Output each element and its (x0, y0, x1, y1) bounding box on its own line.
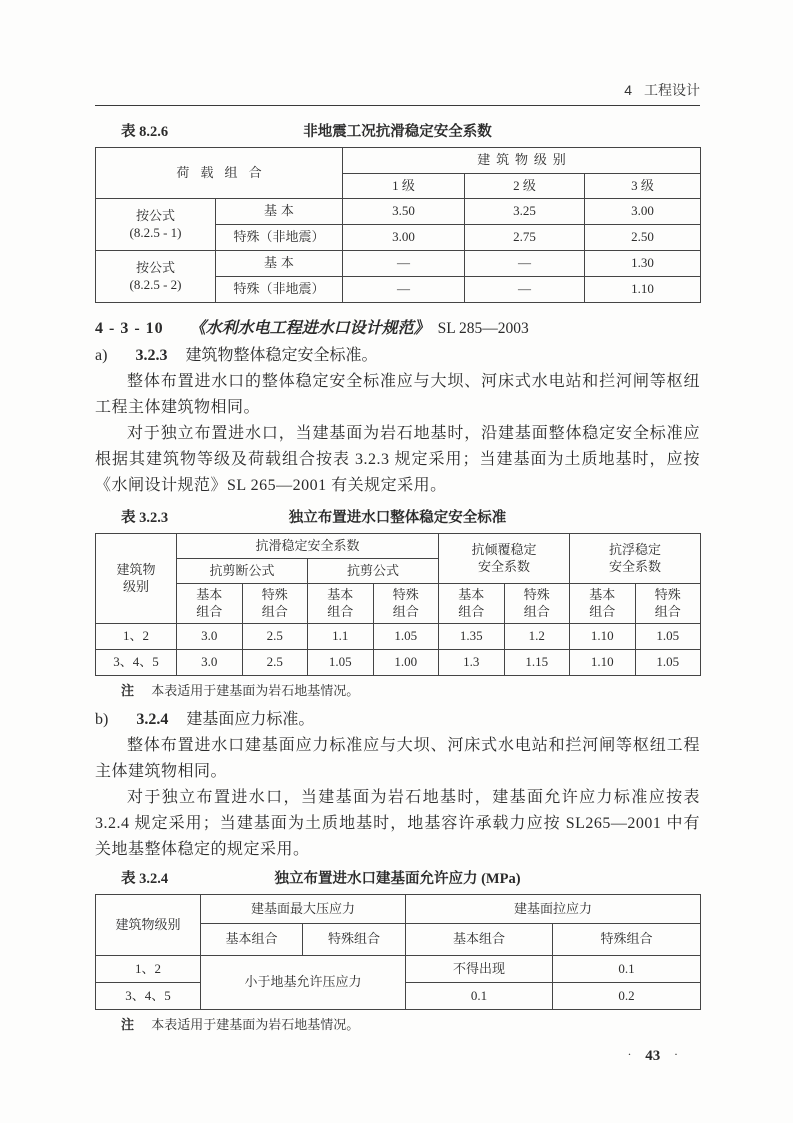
header-building-level (343, 148, 701, 174)
header-antifloat-line1: 抗浮稳定 (609, 541, 662, 557)
value-cell: 1.30 (585, 251, 701, 277)
table-323-caption-title: 独立布置进水口整体稳定安全标准 (288, 510, 507, 526)
paragraph: 对于独立布置进水口，当建基面为岩石地基时，建基面允许应力标准应按表 3.2.4 规定采用；当建基面为土质地基时，地基容许承载力应按 SL265—2001 中有关地基整体稳定的规定采用。 (95, 789, 700, 858)
combination-type (216, 251, 343, 277)
header-building-level (96, 534, 177, 624)
table-323-caption (95, 508, 700, 528)
paragraph: 整体布置进水口的整体稳定安全标准应与大坝、河床式水电站和拦河闸等枢纽工程主体建筑物相同。 (95, 373, 700, 416)
hdr-line: 组合 (261, 603, 288, 619)
hdr-line: 特殊 (261, 586, 288, 602)
value-cell: 1.35 (439, 624, 505, 650)
chapter-title: 工程设计 (644, 82, 700, 98)
formula-group-1-line1: 按公式 (135, 207, 175, 223)
formula-group-1 (96, 199, 216, 251)
note-label: 注 (121, 683, 135, 698)
standard-code: SL 285—2003 (437, 320, 529, 337)
chapter-number: 4 (624, 82, 632, 98)
header-shear-break-formula: 抗剪断公式 (177, 559, 308, 584)
value-cell: 0.1 (553, 956, 701, 983)
combination-type: 特殊（非地震） (216, 277, 343, 303)
value-cell: 1.05 (308, 650, 374, 676)
value-cell: — (465, 277, 585, 303)
hdr-line: 组合 (196, 603, 223, 619)
hdr-line: 基本 (327, 586, 354, 602)
table-324-caption-title: 独立布置进水口建基面允许应力 (MPa) (274, 871, 521, 887)
value-cell: 2.5 (242, 624, 308, 650)
value-cell: 不得出现 (406, 956, 553, 983)
header-building-level-line1: 建筑物 (116, 561, 156, 577)
value-cell: 1.05 (373, 624, 439, 650)
table-324-caption-label: 表 3.2.4 (121, 871, 169, 887)
header-basic-combination (570, 584, 636, 624)
value-cell: 1.15 (504, 650, 570, 676)
table-826-caption-title: 非地震工况抗滑稳定安全系数 (303, 124, 492, 140)
header-building-level: 建筑物级别 (96, 895, 201, 956)
header-basic-combination (439, 584, 505, 624)
header-level-2: 2 级 (465, 174, 585, 199)
value-cell: 3.25 (465, 199, 585, 225)
table-826-caption-label: 表 8.2.6 (121, 124, 169, 140)
header-antioverturn-line1: 抗倾覆稳定 (471, 541, 537, 557)
value-cell: — (343, 277, 465, 303)
header-special-combination (373, 584, 439, 624)
item-b-title: 建基面应力标准。 (186, 711, 315, 728)
value-cell: 1.1 (308, 624, 374, 650)
item-b-tag: b) (95, 711, 109, 728)
value-cell: — (343, 251, 465, 277)
page-number-dot-left: · (627, 1047, 632, 1061)
header-special-combination (635, 584, 701, 624)
hdr-line: 特殊 (654, 586, 681, 602)
header-building-level-label: 建筑物级别 (477, 152, 572, 168)
hdr-line: 基本 (196, 586, 223, 602)
table-323 (95, 533, 701, 676)
formula-group-2-line1: 按公式 (135, 259, 175, 275)
level-cell: 3、4、5 (96, 650, 177, 676)
item-a-tag: a) (95, 347, 108, 364)
header-special-combination (504, 584, 570, 624)
hdr-line: 组合 (654, 603, 681, 619)
header-basic-combination: 基本组合 (201, 924, 303, 956)
hdr-line: 组合 (392, 603, 419, 619)
header-basic-combination (177, 584, 243, 624)
formula-group-2-line2: (8.2.5 - 2) (129, 276, 182, 292)
header-antioverturn (439, 534, 570, 584)
item-b-number: 3.2.4 (136, 711, 169, 728)
item-a-title: 建筑物整体稳定安全标准。 (185, 347, 378, 364)
header-antifloat-line2: 安全系数 (609, 558, 662, 574)
page-number: 43 (645, 1048, 661, 1064)
hdr-line: 特殊 (392, 586, 419, 602)
formula-group-2 (96, 251, 216, 303)
value-cell: — (465, 251, 585, 277)
note-text: 本表适用于建基面为岩石地基情况。 (151, 683, 360, 698)
header-max-compressive-stress: 建基面最大压应力 (201, 895, 406, 924)
combination-type-label: 基本 (264, 203, 298, 219)
level-cell: 1、2 (96, 624, 177, 650)
page-header (95, 0, 700, 106)
paragraph: 对于独立布置进水口，当建基面为岩石地基时，沿建基面整体稳定安全标准应根据其建筑物等级及荷载组合按表 3.2.3 规定采用；当建基面为土质地基时，应按《水闸设计规范》SL 265—2001 有关规定采用。 (95, 425, 700, 494)
value-cell: 1.10 (585, 277, 701, 303)
combination-type (216, 199, 343, 225)
hdr-line: 基本 (589, 586, 616, 602)
value-cell: 3.00 (585, 199, 701, 225)
header-antifloat (570, 534, 701, 584)
value-cell: 0.2 (553, 983, 701, 1010)
value-cell: 3.50 (343, 199, 465, 225)
page-number-dot-right: · (674, 1047, 678, 1061)
header-level-3: 3 级 (585, 174, 701, 199)
header-tensile-stress: 建基面拉应力 (406, 895, 701, 924)
level-cell: 1、2 (96, 956, 201, 983)
header-antioverturn-line2: 安全系数 (478, 558, 531, 574)
table-324-caption (95, 869, 700, 889)
table-323-caption-label: 表 3.2.3 (121, 510, 169, 526)
value-cell: 2.50 (585, 225, 701, 251)
value-cell: 3.00 (343, 225, 465, 251)
hdr-line: 特殊 (523, 586, 550, 602)
value-cell: 3.0 (177, 650, 243, 676)
paragraph: 整体布置进水口建基面应力标准应与大坝、河床式水电站和拦河闸等枢纽工程主体建筑物相同。 (95, 737, 700, 780)
note-text: 本表适用于建基面为岩石地基情况。 (151, 1017, 360, 1032)
value-cell: 1.00 (373, 650, 439, 676)
merged-compressive-rule-cell: 小于地基允许压应力 (201, 956, 406, 1010)
value-cell: 1.05 (635, 624, 701, 650)
table-826 (95, 147, 701, 303)
hdr-line: 组合 (458, 603, 485, 619)
page-footer (95, 1047, 700, 1065)
note-label: 注 (121, 1017, 135, 1032)
section-number: 4 - 3 - 10 (95, 320, 164, 337)
value-cell: 1.05 (635, 650, 701, 676)
value-cell: 1.10 (570, 624, 636, 650)
header-building-level-line2: 级别 (122, 578, 149, 594)
hdr-line: 基本 (458, 586, 485, 602)
header-level-1: 1 级 (343, 174, 465, 199)
table-323-note (95, 682, 700, 699)
header-basic-combination (308, 584, 374, 624)
header-special-combination: 特殊组合 (553, 924, 701, 956)
table-324 (95, 894, 701, 1010)
value-cell: 2.5 (242, 650, 308, 676)
header-antislide: 抗滑稳定安全系数 (177, 534, 439, 559)
header-load-combination-label: 荷载组合 (176, 164, 273, 180)
table-324-note (95, 1016, 700, 1033)
value-cell: 1.10 (570, 650, 636, 676)
value-cell: 1.2 (504, 624, 570, 650)
header-load-combination (96, 148, 343, 199)
header-special-combination (242, 584, 308, 624)
value-cell: 1.3 (439, 650, 505, 676)
item-a-heading (95, 342, 700, 369)
standard-book-title: 《水利水电工程进水口设计规范》 (189, 320, 430, 337)
hdr-line: 组合 (327, 603, 354, 619)
value-cell: 3.0 (177, 624, 243, 650)
hdr-line: 组合 (523, 603, 550, 619)
level-cell: 3、4、5 (96, 983, 201, 1010)
header-shear-formula: 抗剪公式 (308, 559, 439, 584)
formula-group-1-line2: (8.2.5 - 1) (129, 224, 182, 240)
table-826-caption (95, 122, 700, 142)
header-special-combination: 特殊组合 (303, 924, 406, 956)
item-a-number: 3.2.3 (135, 347, 168, 364)
header-basic-combination: 基本组合 (406, 924, 553, 956)
combination-type-label: 基本 (264, 255, 298, 271)
value-cell: 0.1 (406, 983, 553, 1010)
value-cell: 2.75 (465, 225, 585, 251)
combination-type: 特殊（非地震） (216, 225, 343, 251)
hdr-line: 组合 (589, 603, 616, 619)
section-heading (95, 316, 700, 342)
item-b-heading (95, 706, 700, 733)
